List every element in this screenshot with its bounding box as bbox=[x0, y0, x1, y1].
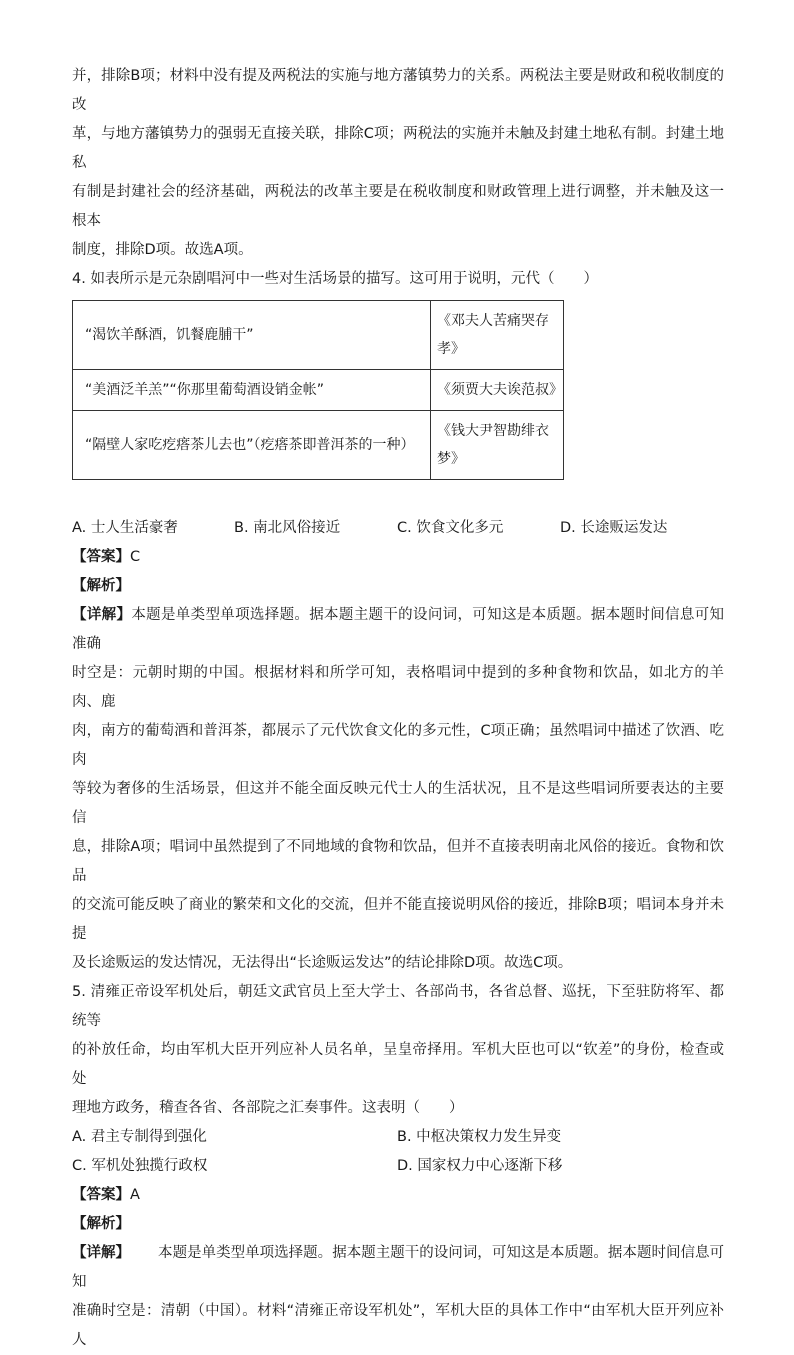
page-content bbox=[72, 62, 724, 1355]
question-stem-line: 5. 清雍正帝设军机处后，朝廷文武官员上至大学士、各部尚书，各省总督、巡抚，下至驻防将军、都统等 bbox=[72, 984, 724, 1029]
prev-analysis-paragraph bbox=[72, 62, 724, 265]
answer-options bbox=[72, 1123, 724, 1181]
table-cell-source: 《钱大尹智勘绯衣梦》 bbox=[431, 411, 564, 480]
option-a: A. 士人生活豪奢 bbox=[72, 520, 178, 536]
detail-text: 本题是单类型单项选择题。据本题主题干的设问词，可知这是本质题。据本题时间信息可知准确 bbox=[72, 607, 725, 652]
table-cell-source: 《须贾大夫诶范叔》 bbox=[431, 370, 564, 411]
table-cell-quote: “美酒泛羊羔”“你那里葡萄酒设销金帐” bbox=[73, 370, 431, 411]
detail-text: 本题是单类型单项选择题。据本题主题干的设问词，可知这是本质题。据本题时间信息可知 bbox=[72, 1245, 724, 1290]
answer-label: 【答案】 bbox=[72, 1187, 130, 1203]
lyrics-table bbox=[72, 300, 564, 480]
text-line: 革，与地方藩镇势力的强弱无直接关联，排除C项；两税法的实施并未触及封建土地私有制。封建土地私 bbox=[72, 126, 724, 171]
detail-label: 【详解】 bbox=[72, 1245, 131, 1261]
text-line: 并，排除B项；材料中没有提及两税法的实施与地方藩镇势力的关系。两税法主要是财政和税收制度的改 bbox=[72, 68, 724, 113]
detail-label: 【详解】 bbox=[72, 607, 132, 623]
question-stem-line: 理地方政务，稽查各省、各部院之汇奏事件。这表明（ ） bbox=[72, 1100, 464, 1116]
option-c: C. 饮食文化多元 bbox=[397, 520, 504, 536]
table-row bbox=[73, 411, 564, 480]
question-stem: 4. 如表所示是元杂剧唱河中一些对生活场景的描写。这可用于说明，元代（ ） bbox=[72, 271, 598, 287]
answer-value: A bbox=[130, 1187, 140, 1203]
table-cell-quote: “隔壁人家吃疙瘩茶儿去也”（疙瘩茶即普洱茶的一种） bbox=[73, 411, 431, 480]
table-row bbox=[73, 301, 564, 370]
question-stem-line: 的补放任命，均由军机大臣开列应补人员名单，呈皇帝择用。军机大臣也可以“钦差”的身份，检查或处 bbox=[72, 1042, 724, 1087]
option-b: B. 中枢决策权力发生异变 bbox=[397, 1129, 562, 1145]
answer-options bbox=[72, 514, 724, 543]
text-line: 的交流可能反映了商业的繁荣和文化的交流，但并不能直接说明风俗的接近，排除B项；唱词本身并未提 bbox=[72, 897, 724, 942]
answer-line bbox=[72, 1181, 724, 1210]
text-line bbox=[72, 601, 724, 659]
table-row bbox=[73, 370, 564, 411]
table-cell-quote: “渴饮羊酥酒，饥餐鹿脯干” bbox=[73, 301, 431, 370]
detail-paragraph bbox=[72, 1239, 724, 1355]
text-line bbox=[72, 1239, 724, 1297]
text-line: 制度，排除D项。故选A项。 bbox=[72, 242, 253, 258]
analysis-label-text: 【解析】 bbox=[72, 578, 130, 594]
question-4 bbox=[72, 265, 724, 978]
text-line: 等较为奢侈的生活场景，但这并不能全面反映元代士人的生活状况，且不是这些唱词所要表达的主要信 bbox=[72, 781, 724, 826]
analysis-label bbox=[72, 1210, 724, 1239]
answer-line bbox=[72, 543, 724, 572]
text-line: 肉，南方的葡萄酒和普洱茶，都展示了元代饮食文化的多元性，C项正确；虽然唱词中描述了饮酒、吃肉 bbox=[72, 723, 724, 768]
option-d: D. 国家权力中心逐渐下移 bbox=[397, 1158, 563, 1174]
text-line: 息，排除A项；唱词中虽然提到了不同地域的食物和饮品，但并不直接表明南北风俗的接近。食物和饮品 bbox=[72, 839, 724, 884]
text-line: 时空是：元朝时期的中国。根据材料和所学可知，表格唱词中提到的多种食物和饮品，如北方的羊肉、鹿 bbox=[72, 665, 724, 710]
option-c: C. 军机处独揽行政权 bbox=[72, 1158, 208, 1174]
text-line: 及长途贩运的发达情况，无法得出“长途贩运发达”的结论排除D项。故选C项。 bbox=[72, 955, 573, 971]
detail-paragraph bbox=[72, 601, 724, 978]
option-a: A. 君主专制得到强化 bbox=[72, 1129, 207, 1145]
answer-label: 【答案】 bbox=[72, 549, 130, 565]
question-5 bbox=[72, 978, 724, 1355]
table-cell-source: 《邓夫人苦痛哭存孝》 bbox=[431, 301, 564, 370]
answer-value: C bbox=[130, 549, 141, 565]
text-line: 准确时空是：清朝（中国）。材料“清雍正帝设军机处”，军机大臣的具体工作中“由军机大臣开列应补人 bbox=[72, 1303, 724, 1348]
option-b: B. 南北风俗接近 bbox=[234, 520, 341, 536]
text-line: 有制是封建社会的经济基础，两税法的改革主要是在税收制度和财政管理上进行调整，并未触及这一根本 bbox=[72, 184, 724, 229]
analysis-label bbox=[72, 572, 724, 601]
analysis-label-text: 【解析】 bbox=[72, 1216, 130, 1232]
option-d: D. 长途贩运发达 bbox=[560, 520, 668, 536]
